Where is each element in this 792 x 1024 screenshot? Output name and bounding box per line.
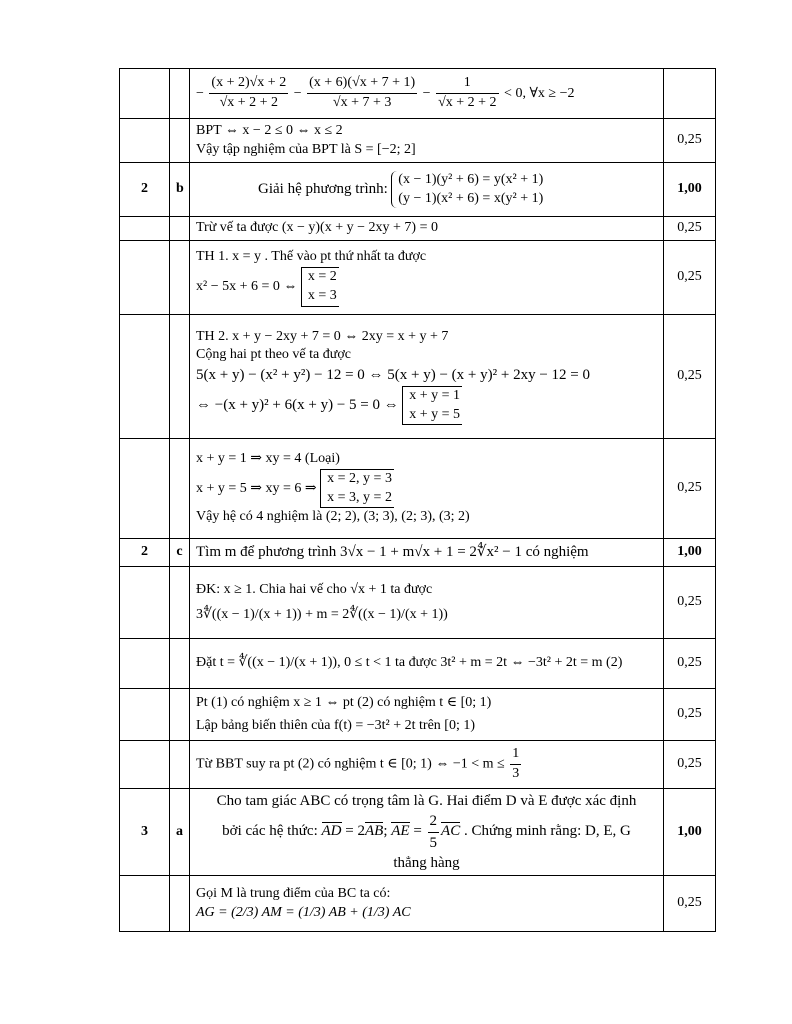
question-number: 2 [120,163,170,217]
sub-label: b [170,163,190,217]
score-cell: 0,25 [664,315,716,439]
solution-bracket [402,386,462,426]
vector-AC: AC [441,823,461,840]
content-cell [190,163,664,217]
content-cell [190,567,664,639]
fraction [510,745,521,784]
bracket-option: x + y = 1 [409,387,461,403]
content-cell [190,741,664,789]
text-line: Pt (1) có nghiệm x ≥ 1 ⇔ pt (2) có nghiệm t ∈ [0; 1) [196,694,492,710]
text-line: Vậy tập nghiệm của BPT là S = [−2; 2] [196,141,416,157]
score-cell: 0,25 [664,689,716,741]
text-line: ĐK: x ≥ 1. Chia hai vế cho √x + 1 ta được [196,581,433,597]
score-cell: 0,25 [664,639,716,689]
frac-1-denominator: √x + 2 + 2 [219,95,279,110]
text-line: TH 1. x = y . Thế vào pt thứ nhất ta được [196,249,427,265]
table-row [120,789,716,876]
bracket-option: x = 2, y = 3 [327,470,392,486]
frac-2-numerator: (x + 6)(√x + 7 + 1) [307,74,417,94]
vector-AD: AD [321,823,342,840]
question-number: 2 [120,539,170,567]
equation-lhs: ⇔ −(x + y)² + 6(x + y) − 5 = 0 ⇔ [196,396,399,413]
question-number: 3 [120,789,170,876]
question-text: Giải hệ phương trình: [258,180,388,197]
text-line [196,811,657,853]
content-cell [190,876,664,932]
text-fragment: bởi các hệ thức: [222,823,318,840]
content-cell: Đặt t = ∜((x − 1)/(x + 1)), 0 ≤ t < 1 ta được 3t² + m = 2t ⇔ −3t² + 2t = m (2) [190,639,664,689]
score-cell: 0,25 [664,217,716,241]
text-fragment: = 2 [345,823,365,840]
content-cell: − $\frac{(x + 2)√x + 2}{√x + 2 + 2}$ − $\frac{(x + 6)(√x + 7 + 1)}{√x + 7 + 3}$ − $\frac{1}{√x + 2 + 2}$ < 0, ∀x ≥ −2 [190,69,664,119]
table-row [120,539,716,567]
text-line: Lập bảng biến thiên của f(t) = −3t² + 2t trên [0; 1) [196,717,476,733]
text-fragment: . Chứng minh rằng: D, E, G [463,823,631,840]
content-cell [190,315,664,439]
equation-2: (y − 1)(x² + 6) = x(y² + 1) [398,190,544,206]
table-row [120,217,716,241]
equation-1: (x − 1)(y² + 6) = y(x² + 1) [398,171,544,187]
table-row [120,741,716,789]
frac-3-numerator: 1 [436,74,498,94]
table-row [120,69,716,119]
score-cell: 1,00 [664,163,716,217]
question-text: Tìm m để phương trình 3√x − 1 + m√x + 1 = 2∜x² − 1 có nghiệm [190,539,664,567]
frac-3-denominator: √x + 2 + 2 [438,95,497,110]
text-line: AG = (2/3) AM = (1/3) AB + (1/3) AC [196,904,411,920]
equation-lhs: x² − 5x + 6 = 0 ⇔ [196,279,298,295]
inequality-tail: < 0, ∀x ≥ −2 [504,85,575,101]
content-cell [190,439,664,539]
content-cell [190,241,664,315]
text-line: BPT ⇔ x − 2 ≤ 0 ⇔ x ≤ 2 [196,122,343,138]
solution-bracket [301,267,339,307]
table-row [120,567,716,639]
frac-2-denominator: √x + 7 + 3 [332,95,392,110]
text-line: 3∜((x − 1)/(x + 1)) + m = 2∜((x − 1)/(x + 1)) [196,606,448,622]
frac-denominator: 3 [512,766,520,781]
content-cell [190,689,664,741]
vector-AE: AE [391,823,410,840]
frac-denominator: 5 [429,834,438,851]
score-cell: 0,25 [664,567,716,639]
bracket-option: x = 2 [307,269,337,285]
frac-numerator: 1 [510,745,521,765]
score-cell [664,69,716,119]
table-row [120,315,716,439]
text-fragment: ; [383,823,388,840]
text-line: thẳng hàng [393,854,460,871]
fraction-1 [209,74,288,113]
question-cell [190,789,664,876]
text-line: Gọi M là trung điểm của BC ta có: [196,885,391,901]
text-line: TH 2. x + y − 2xy + 7 = 0 ⇔ 2xy = x + y + 7 [196,328,449,344]
table-row [120,689,716,741]
bracket-option: x + y = 5 [409,406,461,422]
equation-system [391,171,543,209]
text-line: Cho tam giác ABC có trọng tâm là G. Hai điểm D và E được xác định [216,793,637,809]
text-line: 5(x + y) − (x² + y²) − 12 = 0 ⇔ 5(x + y) − (x + y)² + 2xy − 12 = 0 [196,367,591,384]
text-line: x + y = 1 ⇒ xy = 4 (Loại) [196,450,340,466]
text-fragment: = [413,823,422,840]
table-row [120,439,716,539]
equation-lhs: x + y = 5 ⇒ xy = 6 ⇒ [196,480,317,496]
score-cell: 1,00 [664,539,716,567]
bracket-option: x = 3 [307,287,337,303]
table-row [120,163,716,217]
fraction [428,811,440,853]
solution-bracket [320,469,394,509]
fraction-2 [307,74,417,113]
frac-1-numerator: (x + 2)√x + 2 [209,74,288,94]
score-cell: 0,25 [664,741,716,789]
content-cell [190,119,664,163]
vector-AB: AB [364,823,384,840]
table-row [120,119,716,163]
table-row [120,639,716,689]
text-line: Từ BBT suy ra pt (2) có nghiệm t ∈ [0; 1) ⇔ −1 < m ≤ [196,756,505,772]
score-cell: 0,25 [664,876,716,932]
score-cell: 0,25 [664,119,716,163]
score-cell: 0,25 [664,241,716,315]
solution-table [119,68,716,932]
bracket-option: x = 3, y = 2 [327,489,392,505]
table-row [120,241,716,315]
sub-label-cell [170,69,190,119]
score-cell: 0,25 [664,439,716,539]
sub-label: c [170,539,190,567]
table-row [120,876,716,932]
frac-numerator: 2 [428,811,440,832]
sub-label: a [170,789,190,876]
fraction-3 [436,74,498,113]
content-cell: Trừ vế ta được (x − y)(x + y − 2xy + 7) = 0 [190,217,664,241]
question-number-cell [120,69,170,119]
score-cell: 1,00 [664,789,716,876]
text-line: Cộng hai pt theo vế ta được [196,347,351,363]
text-line: Vậy hệ có 4 nghiệm là (2; 2), (3; 3), (2; 3), (3; 2) [196,509,470,525]
